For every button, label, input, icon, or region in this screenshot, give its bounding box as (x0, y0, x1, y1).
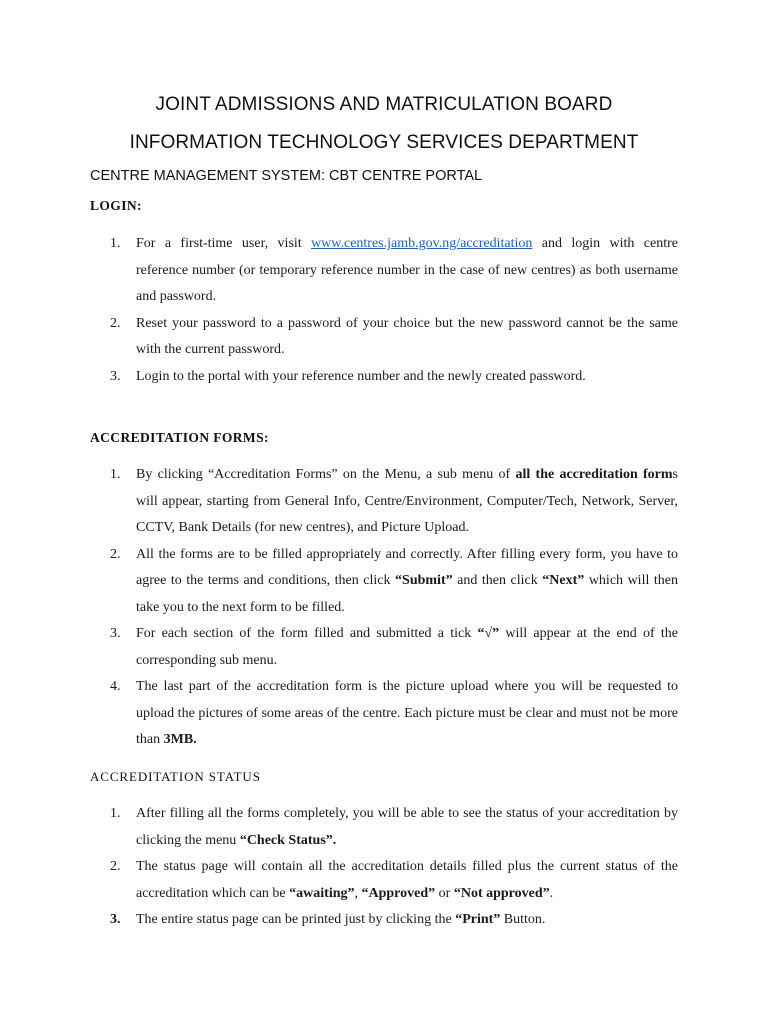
list-item (90, 231, 678, 311)
list-item (90, 542, 678, 622)
list-text-bold: 3MB. (163, 732, 197, 747)
document-title-line1: JOINT ADMISSIONS AND MATRICULATION BOARD (155, 94, 613, 115)
list-text: The entire status page can be printed just by clicking the (136, 912, 456, 927)
list-text-bold: “Check Status”. (239, 832, 337, 848)
list-text: Login to the portal with your reference number and the newly created password. (136, 368, 586, 384)
list-text: Reset your password to a password of your choice but the new password cannot be the same with the current password. (136, 315, 678, 357)
list-number: 3. (110, 626, 121, 641)
list-text: After filling all the forms completely, you will be able to see the status of your accreditation by clicking the menu (136, 806, 678, 848)
forms-steps-list (90, 462, 678, 754)
login-heading: LOGIN: (90, 198, 142, 213)
list-text-bold: “Not approved” (453, 885, 550, 901)
list-item (90, 801, 678, 854)
list-text: which will then take you to the next form to be filled. (136, 573, 678, 615)
login-steps-list (90, 231, 678, 390)
list-number: 1. (110, 236, 121, 251)
list-text: All the forms are to be filled appropriately and correctly. After filling every form, you have to agree to the terms and conditions, then click (136, 546, 678, 588)
list-text: will appear at the end of the corresponding sub menu. (136, 626, 678, 668)
list-number: 1. (110, 806, 121, 821)
list-number: 3. (110, 368, 121, 384)
list-text: and login with centre reference number (or temporary reference number in the case of new centres) as both username and password. (136, 236, 679, 304)
list-text-bold: “Approved” (361, 885, 436, 901)
list-text: For a first-time user, visit (136, 236, 312, 251)
list-text: or (435, 885, 454, 901)
list-text: For each section of the form filled and submitted a tick (136, 626, 478, 641)
list-number: 1. (110, 467, 121, 482)
list-text: The last part of the accreditation form is the picture upload where you will be requested to upload the pictures of some areas of the centre. Each picture must be clear and must not be more than (136, 679, 678, 747)
list-text: By clicking “Accreditation Forms” on the Menu, a sub menu of (136, 467, 516, 482)
list-number: 2. (110, 315, 121, 331)
forms-heading: ACCREDITATION FORMS: (90, 430, 269, 445)
status-steps-list (90, 801, 678, 934)
list-item (90, 907, 678, 934)
list-text: s will appear, starting from General Info, Centre/Environment, Computer/Tech, Network, Server, CCTV, Bank Details (for new centres), and Picture Upload. (136, 467, 678, 535)
document-subtitle: CENTRE MANAGEMENT SYSTEM: CBT CENTRE PORTAL (90, 168, 483, 184)
list-number: 4. (110, 679, 121, 694)
list-text: The status page will contain all the accreditation details filled plus the current status of the accreditation which can be (136, 859, 678, 901)
document-title-line2: INFORMATION TECHNOLOGY SERVICES DEPARTMENT (129, 132, 639, 153)
accreditation-link[interactable]: www.centres.jamb.gov.ng/accreditation (311, 236, 533, 251)
list-number: 2. (110, 546, 121, 562)
list-item (90, 364, 678, 391)
list-text: , (354, 885, 362, 901)
list-item (90, 311, 678, 364)
list-text-bold: “Submit” (395, 573, 453, 588)
list-item (90, 462, 678, 542)
list-text: Button. (500, 912, 546, 927)
list-text-bold: all the accreditation form (515, 467, 673, 482)
list-text: . (549, 885, 554, 901)
list-item (90, 854, 678, 907)
list-text-bold: “√” (477, 626, 500, 641)
list-item (90, 674, 678, 754)
list-text-bold: “Print” (455, 912, 501, 927)
status-heading: ACCREDITATION STATUS (90, 769, 261, 784)
list-item (90, 621, 678, 674)
list-number: 2. (110, 859, 121, 874)
list-number: 3. (110, 912, 121, 927)
list-text: and then click (452, 573, 543, 588)
list-text-bold: “Next” (542, 573, 585, 588)
list-text-bold: “awaiting” (289, 885, 355, 901)
